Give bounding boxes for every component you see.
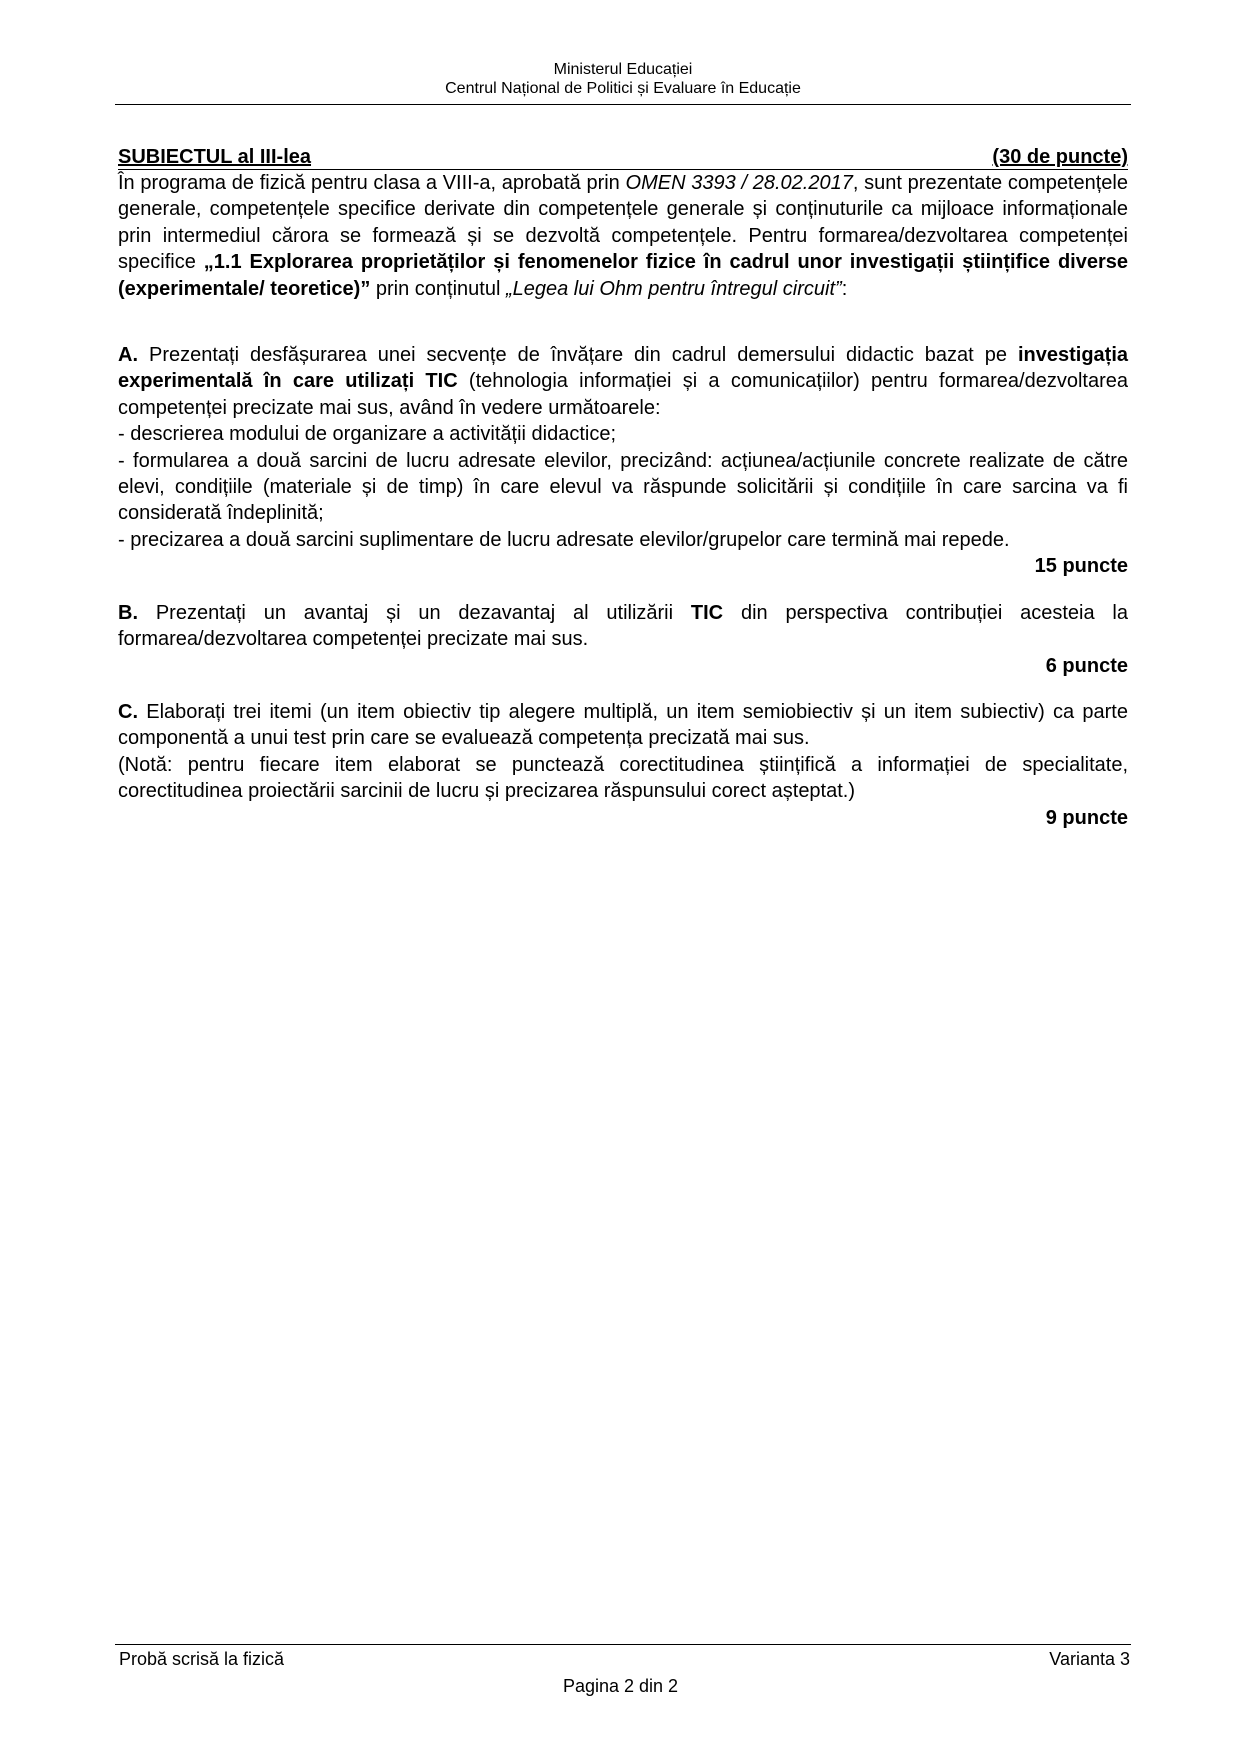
footer-exam-name: Probă scrisă la fizică [119,1649,285,1669]
section-b-letter: B. [118,601,138,624]
section-b-bold: TIC [690,601,724,624]
intro-text-1: În programa de fizică pentru clasa a VIII-a, aprobată prin [118,172,626,194]
page-number: Pagina 2 din 2 [562,1676,679,1696]
section-b-text-1: Prezentați un avantaj și un dezavantaj al utilizării [138,601,691,624]
document-body [118,146,1128,831]
section-c-letter: C. [118,700,138,723]
section-a-points: 15 puncte [1034,555,1128,578]
section-a-bullet-1: - descrierea modului de organizare a activității didactice; [118,423,617,446]
section-a-bullet-2: - formularea a două sarcini de lucru adresate elevilor, precizând: acțiunea/acțiunile concrete realizate de către elevi, condițiile (materiale și de timp) în care elevul va răspunde solicitării și condițiile în care sarcina va fi considerată îndeplinită; [118,449,1128,525]
section-c-points: 9 puncte [1045,806,1128,829]
subject-heading [118,146,1128,170]
section-c [118,699,1128,752]
section-c-text-1: Elaborați trei itemi (un item obiectiv tip alegere multiplă, un item semiobiectiv și un item subiectiv) ca parte componentă a unui test prin care se evaluează competența precizată mai sus. [118,700,1128,750]
ministry-name: Ministerul Educației [553,61,693,78]
section-b-points: 6 puncte [1045,654,1128,677]
subject-points: (30 de puncte) [992,146,1128,168]
specific-competence: „1.1 Explorarea proprietăților și fenomenelor fizice în cadrul unor investigații științifice diverse (experimentale/ teoretice)” [118,251,1129,300]
section-a-text-2: (tehnologia informației și a comunicațiilor) pentru formarea/dezvoltarea competenței precizate mai sus, având în vedere următoarele: [118,370,1128,419]
footer-divider [115,1644,1131,1645]
intro-text-4: : [841,277,848,300]
section-a-bullet-3: - precizarea a două sarcini suplimentare de lucru adresate elevilor/grupelor care termină mai repede. [118,528,1010,551]
intro-text-3: prin conținutul [370,277,506,300]
footer-variant: Varianta 3 [1049,1649,1130,1669]
omen-reference: OMEN 3393 / 28.02.2017 [625,172,853,194]
content-title: „Legea lui Ohm pentru întregul circuit” [505,277,842,300]
page-header [115,60,1131,98]
section-a-letter: A. [118,344,138,367]
section-a-text-1: Prezentați desfășurarea unei secvențe de învățare din cadrul demersului didactic bazat pe [138,344,1018,367]
subject-intro [118,170,1128,302]
center-name: Centrul Național de Politici și Evaluare în Educație [445,80,801,97]
header-divider [115,104,1131,105]
intro-text-2: , sunt prezentate competențele generale, competențele specifice derivate din competențele generale și conținuturile ca mijloace informaționale prin intermediul cărora se formează și se dezvoltă competențele. Pentru formarea/dezvoltarea competenței specifice [118,172,1128,274]
section-a-bold: investigația experimentală în care utilizați TIC [118,344,1128,393]
section-a [118,342,1128,421]
section-c-note: (Notă: pentru fiecare item elaborat se punctează corectitudinea științifică a informației de specialitate, corectitudinea proiectării sarcinii de lucru și precizarea răspunsului corect așteptat.) [118,753,1128,803]
section-b-text-2: din perspectiva contribuției acesteia la formarea/dezvoltarea competenței precizate mai sus. [118,601,1128,651]
section-b [118,600,1128,653]
subject-title: SUBIECTUL al III-lea [118,146,312,168]
